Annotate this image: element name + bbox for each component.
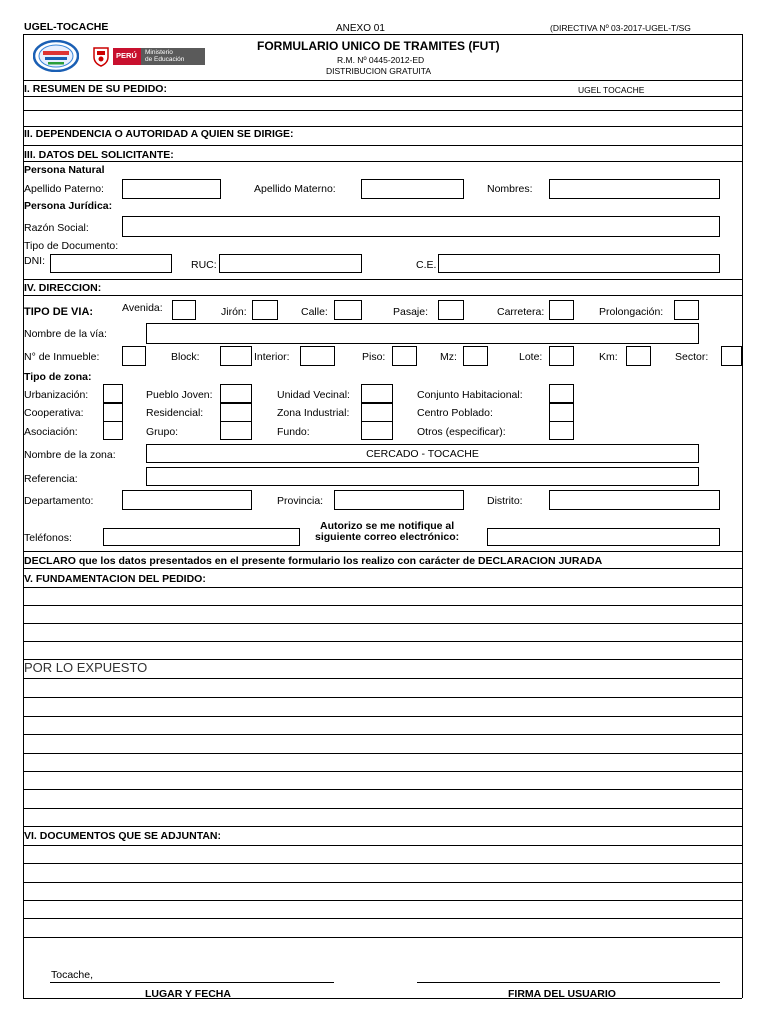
fundo-label: Fundo: [277,426,310,438]
dni-field[interactable] [50,254,172,273]
ruc-label: RUC: [191,259,217,271]
rule [23,734,742,735]
lugar-fecha-label: LUGAR Y FECHA [145,988,231,1000]
ce-label: C.E. [416,259,437,271]
provincia-label: Provincia: [277,495,324,507]
persona-juridica-label: Persona Jurídica: [24,200,113,212]
unidad-vecinal-label: Unidad Vecinal: [277,389,350,401]
conjunto-habitacional-label: Conjunto Habitacional: [417,389,523,401]
referencia-field[interactable] [146,467,699,486]
distrito-field[interactable] [549,490,720,510]
annex-label: ANEXO 01 [336,23,385,34]
rule [23,808,742,809]
ministry-line2: de Educación [145,56,185,63]
rule [23,623,742,624]
avenida-checkbox[interactable] [172,300,196,320]
nombres-field[interactable] [549,179,720,199]
otros-label: Otros (especificar): [417,426,506,438]
prolongacion-checkbox[interactable] [674,300,699,320]
autorizo-line1: Autorizo se me notifique al [320,520,455,532]
telefonos-field[interactable] [103,528,300,546]
prolongacion-label: Prolongación: [599,306,664,318]
zona-industrial-checkbox[interactable] [361,403,393,422]
rule [23,80,742,81]
frame-left [23,34,24,998]
section6-title: VI. DOCUMENTOS QUE SE ADJUNTAN: [24,830,221,842]
sector-label: Sector: [675,351,709,363]
nombres-label: Nombres: [487,183,533,195]
tipo-via-label: TIPO DE VIA: [24,306,94,318]
unidad-vecinal-checkbox[interactable] [361,384,393,403]
nombre-via-field[interactable] [146,323,699,344]
section3-title: III. DATOS DEL SOLICITANTE: [24,149,174,161]
rule [23,900,742,901]
rule [23,918,742,919]
zona-industrial-label: Zona Industrial: [277,407,350,419]
declaration-text: DECLARO que los datos presentados en el presente formulario los realizo con carácter de DECLARACION JURADA [24,555,603,567]
departamento-label: Departamento: [24,495,94,507]
block-label: Block: [171,351,200,363]
por-lo-expuesto: POR LO EXPUESTO [24,660,148,675]
rule [23,678,742,679]
rule [23,937,742,938]
date-signature-line[interactable] [50,982,334,983]
rule [23,753,742,754]
tipo-documento-label: Tipo de Documento: [24,240,119,252]
centro-poblado-checkbox[interactable] [549,403,574,422]
section4-title: IV. DIRECCION: [24,282,102,294]
interior-label: Interior: [254,351,290,363]
peru-label: PERÚ [116,51,137,60]
urbanizacion-checkbox[interactable] [103,384,123,403]
apellido-materno-label: Apellido Materno: [254,183,336,195]
lote-field[interactable] [549,346,574,366]
nombre-zona-field[interactable]: CERCADO - TOCACHE [146,444,699,463]
pueblo-joven-label: Pueblo Joven: [146,389,213,401]
email-field[interactable] [487,528,720,546]
cooperativa-label: Cooperativa: [24,407,84,419]
apellido-paterno-field[interactable] [122,179,221,199]
autorizo-line2: siguiente correo electrónico: [315,531,460,543]
rule [23,845,742,846]
rule [23,605,742,606]
provincia-field[interactable] [334,490,464,510]
apellido-materno-field[interactable] [361,179,464,199]
distribution-label: DISTRIBUCION GRATUITA [326,66,431,76]
rule [23,110,742,111]
asociacion-label: Asociación: [24,426,78,438]
rule [23,789,742,790]
rule [23,697,742,698]
section2-title: II. DEPENDENCIA O AUTORIDAD A QUIEN SE DIRIGE: [24,128,294,140]
apellido-paterno-label: Apellido Paterno: [24,183,104,195]
razon-social-field[interactable] [122,216,720,237]
section5-title: V. FUNDAMENTACION DEL PEDIDO: [24,573,206,585]
rule [23,295,742,296]
conjunto-habitacional-checkbox[interactable] [549,384,574,403]
ministry-line1: Ministerio [145,49,173,56]
block-field[interactable] [220,346,252,366]
persona-natural-label: Persona Natural [24,164,105,176]
telefonos-label: Teléfonos: [24,532,72,544]
user-signature-line[interactable] [417,982,720,983]
nombre-via-label: Nombre de la vía: [24,328,107,340]
referencia-label: Referencia: [24,473,78,485]
form-title: FORMULARIO UNICO DE TRAMITES (FUT) [257,39,500,53]
directive-label: (DIRECTIVA Nº 03-2017-UGEL-T/SG [550,23,691,33]
education-logo [33,40,79,72]
rule [23,568,742,569]
asociacion-checkbox[interactable] [103,421,123,440]
ministry-block [141,48,205,65]
summary-value[interactable]: UGEL TOCACHE [578,85,645,95]
rm-label: R.M. Nº 0445-2012-ED [337,55,425,65]
rule [23,716,742,717]
calle-checkbox[interactable] [334,300,362,320]
pasaje-label: Pasaje: [393,306,429,318]
mz-label: Mz: [440,351,457,363]
inmueble-field[interactable] [122,346,146,366]
km-field[interactable] [626,346,651,366]
frame-right [742,34,743,998]
org-name: UGEL-TOCACHE [24,21,109,33]
rule [23,279,742,280]
nombre-zona-label: Nombre de la zona: [24,449,116,461]
urbanizacion-label: Urbanización: [24,389,89,401]
tipo-zona-label: Tipo de zona: [24,371,92,383]
rule [23,96,742,97]
jiron-checkbox[interactable] [252,300,278,320]
carretera-label: Carretera: [497,306,545,318]
grupo-checkbox[interactable] [220,421,252,440]
rule [23,863,742,864]
firma-label: FIRMA DEL USUARIO [508,988,616,1000]
fundo-checkbox[interactable] [361,421,393,440]
residencial-checkbox[interactable] [220,403,252,422]
interior-field[interactable] [300,346,335,366]
rule [23,771,742,772]
frame-top [23,34,742,35]
place-label: Tocache, [51,969,94,981]
lote-label: Lote: [519,351,543,363]
razon-social-label: Razón Social: [24,222,89,234]
departamento-field[interactable] [122,490,252,510]
rule [23,587,742,588]
cooperativa-checkbox[interactable] [103,403,123,422]
section1-title: I. RESUMEN DE SU PEDIDO: [24,83,167,95]
piso-label: Piso: [362,351,386,363]
sector-field[interactable] [721,346,742,366]
frame-bottom [23,998,742,999]
mz-field[interactable] [463,346,488,366]
peru-flag-block [113,48,141,65]
rule [23,882,742,883]
ce-field[interactable] [438,254,720,273]
rule [23,641,742,642]
rule [23,145,742,146]
carretera-checkbox[interactable] [549,300,574,320]
rule [23,551,742,552]
pasaje-checkbox[interactable] [438,300,464,320]
pueblo-joven-checkbox[interactable] [220,384,252,403]
peru-shield-icon [90,45,112,67]
distrito-label: Distrito: [487,495,523,507]
inmueble-label: N° de Inmueble: [24,351,100,363]
grupo-label: Grupo: [146,426,179,438]
dni-label: DNI: [24,255,45,267]
piso-field[interactable] [392,346,417,366]
otros-checkbox[interactable] [549,421,574,440]
calle-label: Calle: [301,306,328,318]
centro-poblado-label: Centro Poblado: [417,407,493,419]
ruc-field[interactable] [219,254,362,273]
rule [23,161,742,162]
residencial-label: Residencial: [146,407,204,419]
rule [23,826,742,827]
rule [23,126,742,127]
km-label: Km: [599,351,618,363]
avenida-label: Avenida: [122,302,163,314]
jiron-label: Jirón: [221,306,247,318]
